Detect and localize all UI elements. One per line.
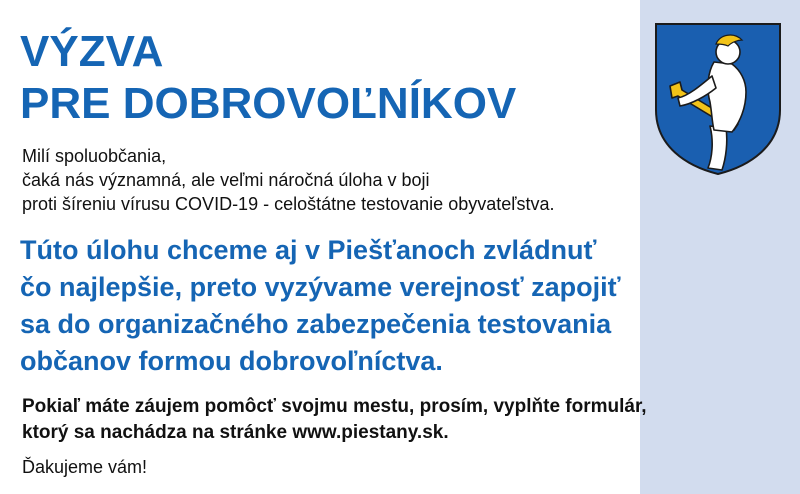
cta-line: ktorý sa nachádza na stránke www.piestany.sk. [22,422,449,443]
page-title [20,26,516,130]
intro-line: čaká nás významná, ale veľmi náročná úloha v boji [22,170,430,190]
cta-line: Pokiaľ máte záujem pomôcť svojmu mestu, prosím, vyplňte formulár, [22,396,647,417]
title-line-2: PRE DOBROVOĽNÍKOV [20,79,517,128]
highlight-line: občanov formou dobrovoľníctva. [20,346,443,376]
intro-line: proti šíreniu vírusu COVID-19 - celoštátne testovanie obyvateľstva. [22,194,555,214]
thanks-text: Ďakujeme vám! [22,457,148,477]
intro-line: Milí spoluobčania, [22,146,167,166]
highlight-line: Túto úlohu chceme aj v Piešťanoch zvládnuť [20,235,597,265]
intro-paragraph [22,144,702,216]
highlight-line: čo najlepšie, preto vyzývame verejnosť zapojiť [20,272,621,302]
title-line-1: VÝZVA [20,27,164,76]
call-to-action [22,394,782,446]
highlight-line: sa do organizačného zabezpečenia testovania [20,309,612,339]
highlight-paragraph [20,232,780,380]
